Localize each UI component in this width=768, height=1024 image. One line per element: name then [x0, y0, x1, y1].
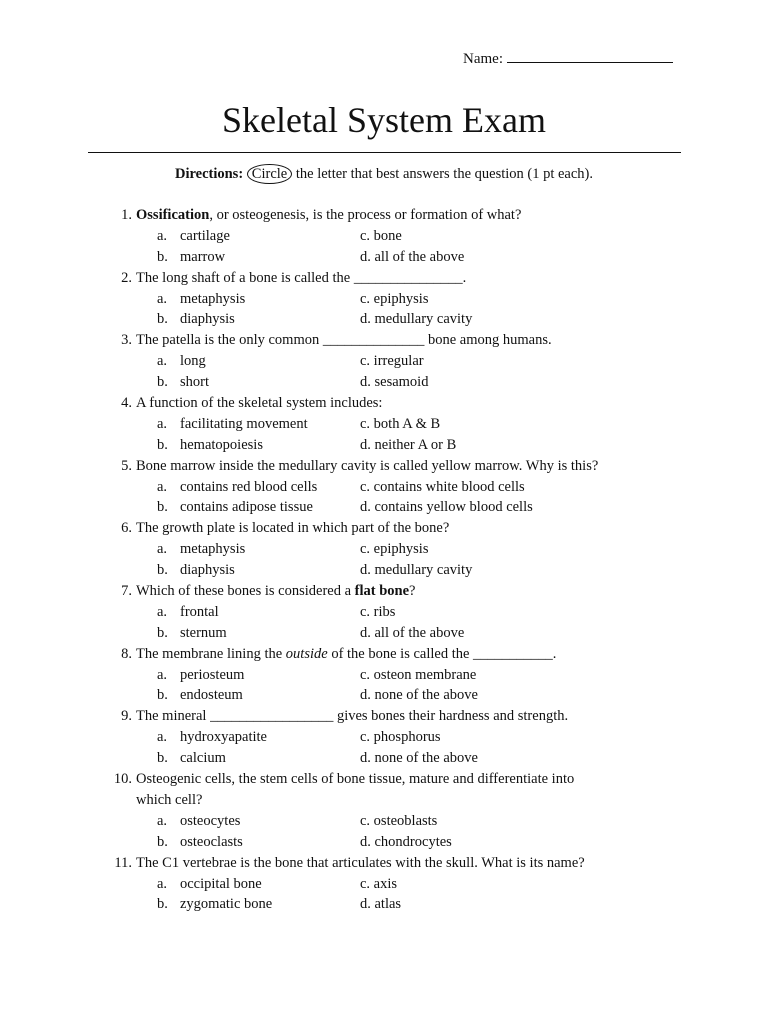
name-blank — [507, 48, 673, 63]
title-divider — [88, 152, 681, 153]
question-text: The membrane lining the outside of the bone is called the ___________. — [136, 645, 557, 662]
option-d[interactable]: d. medullary cavity — [360, 562, 473, 579]
option-row — [0, 289, 768, 310]
option-a[interactable]: a. hydroxyapatite — [157, 729, 267, 746]
option-row — [0, 477, 768, 498]
question-text: Which of these bones is considered a flat bone? — [136, 583, 416, 600]
option-c[interactable]: c. contains white blood cells — [360, 478, 525, 495]
option-c[interactable]: c. irregular — [360, 353, 424, 370]
option-row — [0, 811, 768, 832]
question-2 — [0, 268, 768, 289]
option-row — [0, 226, 768, 247]
question-10 — [0, 769, 768, 790]
directions-text: the letter that best answers the question (1 pt each). — [295, 166, 594, 182]
option-b[interactable]: b. zygomatic bone — [157, 896, 273, 913]
question-list — [0, 205, 768, 915]
option-a[interactable]: a. facilitating movement — [157, 415, 308, 432]
question-1 — [0, 205, 768, 226]
option-a[interactable]: a. cartilage — [157, 227, 230, 244]
option-c[interactable]: c. bone — [360, 227, 402, 244]
option-d[interactable]: d. neither A or B — [360, 436, 457, 453]
page-title: Skeletal System Exam — [222, 100, 546, 140]
directions — [0, 163, 768, 185]
option-b[interactable]: b. short — [157, 374, 209, 391]
option-b[interactable]: b. calcium — [157, 750, 226, 767]
option-row — [0, 497, 768, 518]
question-6 — [0, 518, 768, 539]
option-c[interactable]: c. epiphysis — [360, 541, 429, 558]
option-row — [0, 894, 768, 915]
option-row — [0, 623, 768, 644]
question-number: 1. — [121, 207, 132, 223]
option-b[interactable]: b. endosteum — [157, 687, 243, 704]
option-d[interactable]: d. sesamoid — [360, 374, 429, 391]
question-continuation — [0, 790, 768, 811]
question-8 — [0, 644, 768, 665]
question-text: The C1 vertebrae is the bone that articulates with the skull. What is its name? — [136, 854, 585, 871]
question-number: 6. — [121, 520, 132, 537]
option-row — [0, 727, 768, 748]
option-row — [0, 748, 768, 769]
question-4 — [0, 393, 768, 414]
question-number: 11. — [114, 854, 132, 871]
option-b[interactable]: b. contains adipose tissue — [157, 499, 313, 516]
question-3 — [0, 330, 768, 351]
question-text: Bone marrow inside the medullary cavity is called yellow marrow. Why is this? — [136, 457, 599, 474]
option-d[interactable]: d. all of the above — [360, 624, 465, 641]
option-c[interactable]: c. ribs — [360, 603, 396, 620]
question-number: 3. — [121, 332, 132, 349]
question-5 — [0, 456, 768, 477]
option-row — [0, 351, 768, 372]
option-c[interactable]: c. osteon membrane — [360, 666, 477, 683]
option-row — [0, 685, 768, 706]
option-d[interactable]: d. medullary cavity — [360, 311, 473, 328]
question-number: 4. — [121, 395, 132, 412]
option-row — [0, 832, 768, 853]
question-text: Ossification, or osteogenesis, is the process or formation of what? — [136, 207, 522, 223]
question-number: 9. — [121, 708, 132, 725]
option-b[interactable]: b. sternum — [157, 624, 227, 641]
question-text: Osteogenic cells, the stem cells of bone tissue, mature and differentiate into — [136, 771, 575, 788]
option-row — [0, 309, 768, 330]
question-number: 2. — [121, 269, 132, 286]
option-a[interactable]: a. contains red blood cells — [157, 478, 318, 495]
option-b[interactable]: b. hematopoiesis — [157, 436, 263, 453]
option-row — [0, 539, 768, 560]
option-b[interactable]: b. marrow — [157, 248, 226, 265]
name-label: Name: — [463, 51, 503, 67]
option-c[interactable]: c. both A & B — [360, 415, 441, 432]
option-c[interactable]: c. epiphysis — [360, 290, 429, 307]
option-d[interactable]: d. chondrocytes — [360, 833, 452, 850]
option-d[interactable]: d. contains yellow blood cells — [360, 499, 533, 516]
option-b[interactable]: b. osteoclasts — [157, 833, 243, 850]
option-row — [0, 414, 768, 435]
question-text: The growth plate is located in which part of the bone? — [136, 520, 450, 537]
option-c[interactable]: c. phosphorus — [360, 729, 441, 746]
question-text: The long shaft of a bone is called the _______________. — [136, 269, 467, 286]
option-row — [0, 874, 768, 895]
question-11 — [0, 853, 768, 874]
option-a[interactable]: a. metaphysis — [157, 541, 246, 558]
option-row — [0, 665, 768, 686]
option-row — [0, 602, 768, 623]
question-text: The patella is the only common ______________ bone among humans. — [136, 332, 552, 349]
option-c[interactable]: c. axis — [360, 875, 398, 892]
option-row — [0, 435, 768, 456]
option-a[interactable]: a. metaphysis — [157, 290, 246, 307]
option-a[interactable]: a. occipital bone — [157, 875, 262, 892]
option-d[interactable]: d. all of the above — [360, 248, 465, 265]
option-b[interactable]: b. diaphysis — [157, 311, 235, 328]
name-field — [463, 48, 673, 69]
option-d[interactable]: d. none of the above — [360, 687, 478, 704]
option-b[interactable]: b. diaphysis — [157, 562, 235, 579]
option-row — [0, 560, 768, 581]
option-row — [0, 372, 768, 393]
question-number: 8. — [121, 645, 132, 662]
question-text: The mineral _________________ gives bones their hardness and strength. — [136, 708, 569, 725]
option-c[interactable]: c. osteoblasts — [360, 812, 438, 829]
question-number: 10. — [113, 771, 132, 788]
question-text-line-2: which cell? — [136, 791, 203, 808]
option-a[interactable]: a. osteocytes — [157, 812, 241, 829]
question-number: 5. — [121, 457, 132, 474]
option-a[interactable]: a. frontal — [157, 603, 219, 620]
option-d[interactable]: d. atlas — [360, 896, 402, 913]
option-d[interactable]: d. none of the above — [360, 750, 478, 767]
circled-word: Circle — [247, 164, 292, 184]
question-text: A function of the skeletal system includes: — [136, 395, 383, 412]
question-number: 7. — [121, 583, 132, 600]
directions-label: Directions: — [174, 166, 244, 182]
option-a[interactable]: a. periosteum — [157, 666, 245, 683]
question-9 — [0, 706, 768, 727]
question-7 — [0, 581, 768, 602]
option-row — [0, 247, 768, 268]
option-a[interactable]: a. long — [157, 353, 206, 370]
